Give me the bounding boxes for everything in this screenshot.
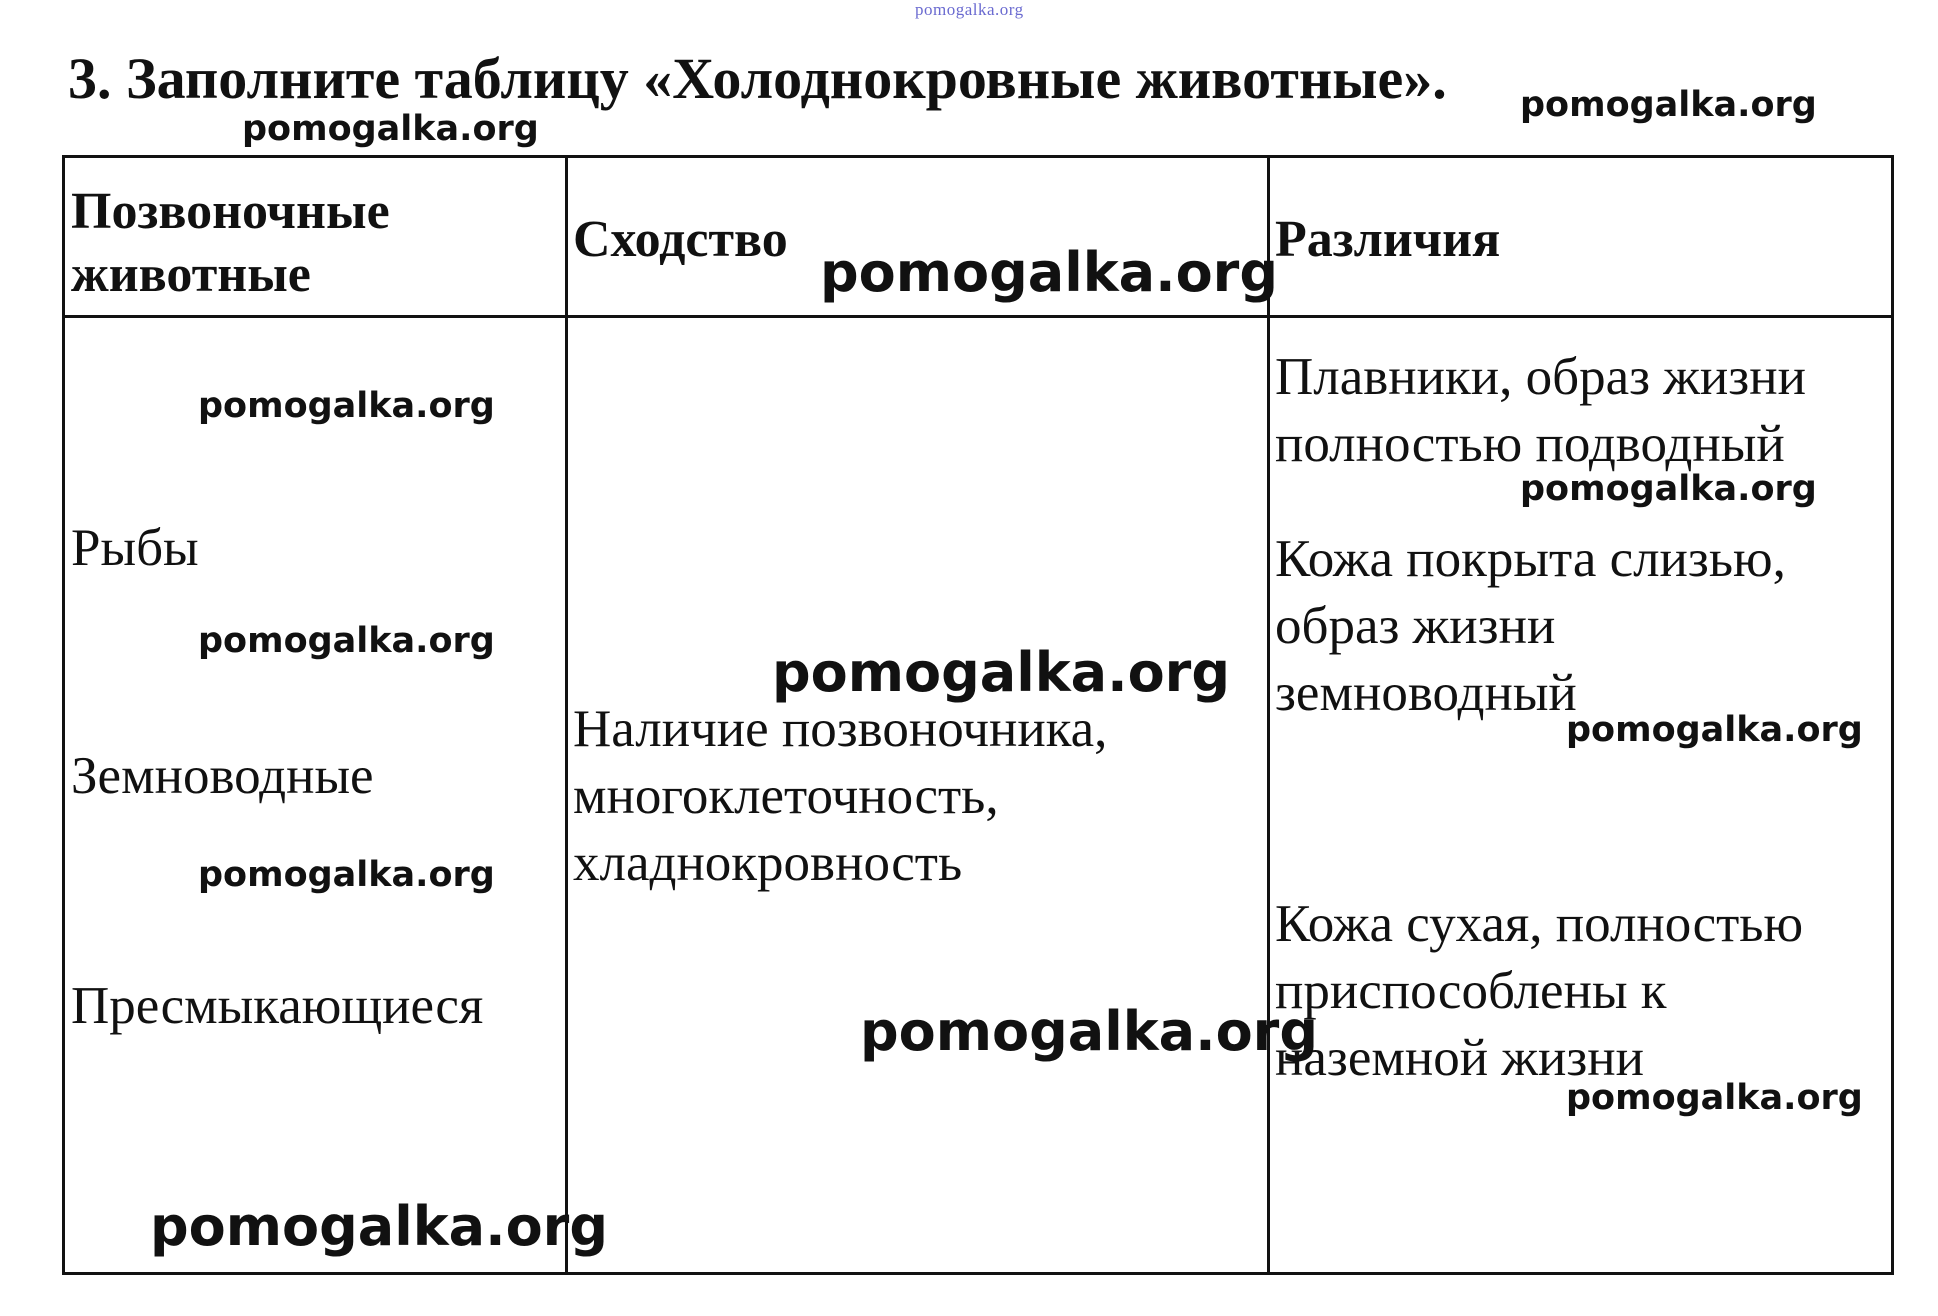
watermark: pomogalka.org [198,855,495,895]
difference-line: образ жизни [1275,597,1556,655]
similarity-line: Наличие позвоночника, [573,700,1108,758]
difference-line: Кожа сухая, полностью [1275,895,1804,953]
difference-amphibians [1275,526,1786,727]
watermark: pomogalka.org [1520,469,1817,509]
watermark: pomogalka.org [150,1195,608,1258]
watermark: pomogalka.org [772,641,1230,704]
difference-line: Кожа покрыта слизью, [1275,530,1786,588]
difference-line: приспособлены к [1275,962,1667,1020]
header-similarity: Сходство [573,211,788,268]
watermark: pomogalka.org [242,109,539,149]
difference-line: полностью подводный [1275,415,1785,473]
header-vertebrates-line2: животные [71,246,311,303]
page-title: 3. Заполните таблицу «Холоднокровные животные». [68,46,1447,111]
header-vertebrates-line1: Позвоночные [71,183,390,240]
watermark: pomogalka.org [860,1000,1318,1063]
difference-line: наземной жизни [1275,1029,1645,1087]
difference-fish [1275,344,1806,478]
header-divider [65,315,1891,318]
animal-fish: Рыбы [71,519,199,577]
watermark: pomogalka.org [198,621,495,661]
difference-line: Плавники, образ жизни [1275,348,1806,406]
difference-reptiles [1275,891,1803,1092]
header-differences: Различия [1275,211,1501,268]
similarity-line: многоклеточность, [573,767,999,825]
column-divider [565,158,568,1272]
watermark: pomogalka.org [1520,85,1817,125]
animal-reptiles: Пресмыкающиеся [71,977,484,1035]
watermark: pomogalka.org [820,241,1278,304]
column-divider [1267,158,1270,1272]
animal-amphibians: Земноводные [71,747,374,805]
difference-line: земноводный [1275,664,1577,722]
watermark: pomogalka.org [1566,1078,1863,1118]
watermark: pomogalka.org [198,386,495,426]
similarity-text [573,696,1107,897]
top-watermark: pomogalka.org [915,0,1024,19]
header-vertebrates [71,180,390,306]
similarity-line: хладнокровность [573,834,963,892]
watermark: pomogalka.org [1566,710,1863,750]
